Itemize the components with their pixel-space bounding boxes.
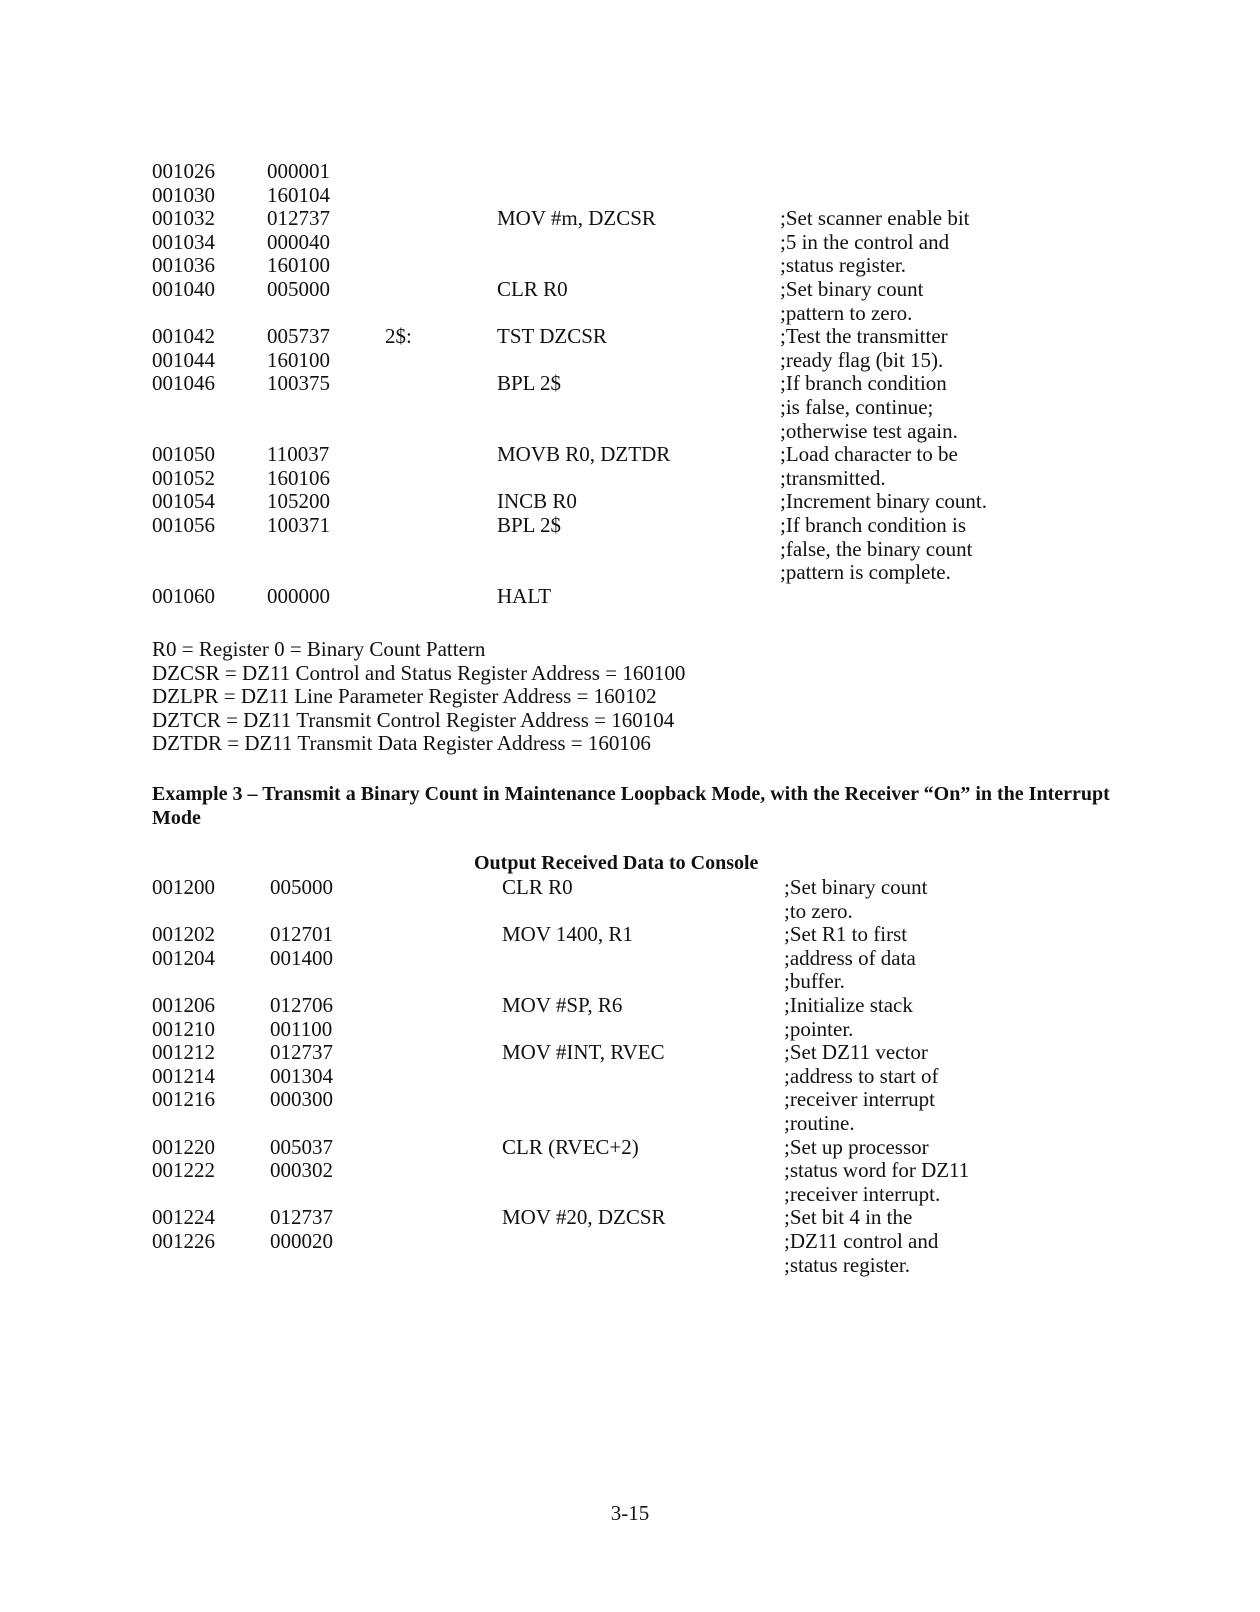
address-cell: 001060 [152, 583, 215, 608]
octal-code-cell: 110037 [267, 442, 330, 467]
octal-code-cell: 005037 [270, 1134, 333, 1159]
comment-cell: ;false, the binary count [780, 536, 973, 561]
comment-cell: ;status register. [780, 253, 906, 278]
listing-row [152, 1254, 1212, 1278]
definition-line: R0 = Register 0 = Binary Count Pattern [152, 637, 486, 661]
address-cell: 001206 [152, 992, 215, 1017]
address-cell: 001216 [152, 1087, 215, 1112]
listing-row [152, 1183, 1212, 1207]
code-listing-2 [152, 876, 1212, 1277]
instruction-cell: MOV #20, DZCSR [502, 1205, 666, 1230]
octal-code-cell: 100375 [267, 371, 330, 396]
octal-code-cell: 005000 [267, 276, 330, 301]
address-cell: 001046 [152, 371, 215, 396]
listing-row [152, 900, 1212, 924]
comment-cell: ;is false, continue; [780, 394, 934, 419]
section-subheading: Output Received Data to Console [474, 852, 759, 874]
example-heading: Example 3 – Transmit a Binary Count in Maintenance Loopback Mode, with the Receiver “On” in the Interrupt Mode [152, 783, 1110, 829]
address-cell: 001052 [152, 465, 215, 490]
comment-cell: ;Set scanner enable bit [780, 206, 970, 231]
address-cell: 001040 [152, 276, 215, 301]
instruction-cell: CLR (RVEC+2) [502, 1134, 639, 1159]
address-cell: 001224 [152, 1205, 215, 1230]
address-cell: 001214 [152, 1063, 215, 1088]
definition-line: DZTDR = DZ11 Transmit Data Register Address = 160106 [152, 731, 651, 756]
instruction-cell: INCB R0 [497, 489, 577, 514]
definition-line: DZTCR = DZ11 Transmit Control Register Address = 160104 [152, 707, 675, 732]
octal-code-cell: 000040 [267, 229, 330, 254]
octal-code-cell: 001100 [270, 1016, 333, 1041]
octal-code-cell: 000000 [267, 583, 330, 608]
octal-code-cell: 000020 [270, 1228, 333, 1253]
comment-cell: ;Set DZ11 vector [784, 1040, 928, 1065]
comment-cell: ;status word for DZ11 [784, 1158, 970, 1183]
listing-row [152, 1065, 1212, 1089]
comment-cell: ;transmitted. [780, 465, 886, 490]
address-cell: 001044 [152, 347, 215, 372]
listing-row [152, 994, 1212, 1018]
instruction-cell: HALT [497, 583, 552, 608]
address-cell: 001204 [152, 945, 215, 970]
address-cell: 001030 [152, 182, 215, 207]
definition-line: DZLPR = DZ11 Line Parameter Register Address = 160102 [152, 684, 657, 709]
comment-cell: ;receiver interrupt. [784, 1181, 941, 1206]
listing-row [152, 184, 1212, 208]
comment-cell: ;Set binary count [784, 875, 928, 899]
octal-code-cell: 012737 [270, 1205, 333, 1230]
listing-row [152, 561, 1212, 585]
listing-row [152, 1206, 1212, 1230]
comment-cell: ;DZ11 control and [784, 1228, 939, 1253]
listing-row [152, 207, 1212, 231]
comment-cell: ;address to start of [784, 1063, 939, 1088]
octal-code-cell: 005000 [270, 875, 333, 899]
instruction-cell: MOV #m, DZCSR [497, 206, 656, 231]
label-cell: 2$: [385, 324, 412, 349]
listing-row [152, 490, 1212, 514]
octal-code-cell: 012737 [267, 206, 330, 231]
instruction-cell: CLR R0 [502, 875, 573, 899]
listing-row [152, 443, 1212, 467]
address-cell: 001200 [152, 875, 215, 899]
octal-code-cell: 005737 [267, 324, 330, 349]
comment-cell: ;Set bit 4 in the [784, 1205, 913, 1230]
comment-cell: ;pattern to zero. [780, 300, 913, 325]
octal-code-cell: 160100 [267, 253, 330, 278]
octal-code-cell: 160106 [267, 465, 330, 490]
address-cell: 001056 [152, 512, 215, 537]
address-cell: 001202 [152, 922, 215, 947]
instruction-cell: MOVB R0, DZTDR [497, 442, 671, 467]
comment-cell: ;Set up processor [784, 1134, 929, 1159]
octal-code-cell: 012706 [270, 992, 333, 1017]
listing-row [152, 467, 1212, 491]
listing-row [152, 876, 1212, 900]
listing-row [152, 160, 1212, 184]
listing-row [152, 325, 1212, 349]
listing-row [152, 278, 1212, 302]
instruction-cell: BPL 2$ [497, 512, 561, 537]
listing-row [152, 1136, 1212, 1160]
listing-row [152, 302, 1212, 326]
address-cell: 001054 [152, 489, 215, 514]
listing-row [152, 1159, 1212, 1183]
octal-code-cell: 000001 [267, 159, 330, 183]
comment-cell: ;Initialize stack [784, 992, 913, 1017]
instruction-cell: CLR R0 [497, 276, 568, 301]
comment-cell: ;Set R1 to first [784, 922, 908, 947]
register-definitions [152, 638, 685, 756]
address-cell: 001036 [152, 253, 215, 278]
listing-row [152, 1112, 1212, 1136]
definition-line: DZCSR = DZ11 Control and Status Register Address = 160100 [152, 660, 686, 685]
comment-cell: ;otherwise test again. [780, 418, 958, 443]
octal-code-cell: 100371 [267, 512, 330, 537]
address-cell: 001042 [152, 324, 215, 349]
code-listing-1 [152, 160, 1212, 608]
instruction-cell: MOV 1400, R1 [502, 922, 633, 947]
comment-cell: ;status register. [784, 1252, 910, 1277]
address-cell: 001210 [152, 1016, 215, 1041]
address-cell: 001032 [152, 206, 215, 231]
address-cell: 001212 [152, 1040, 215, 1065]
listing-row [152, 231, 1212, 255]
address-cell: 001026 [152, 159, 215, 183]
listing-row [152, 1088, 1212, 1112]
octal-code-cell: 001304 [270, 1063, 333, 1088]
comment-cell: ;ready flag (bit 15). [780, 347, 944, 372]
address-cell: 001050 [152, 442, 215, 467]
listing-row [152, 947, 1212, 971]
listing-row [152, 923, 1212, 947]
address-cell: 001222 [152, 1158, 215, 1183]
page-number: 3-15 [610, 1501, 650, 1525]
listing-row [152, 372, 1212, 396]
octal-code-cell: 160100 [267, 347, 330, 372]
listing-row [152, 538, 1212, 562]
octal-code-cell: 012737 [270, 1040, 333, 1065]
listing-row [152, 349, 1212, 373]
comment-cell: ;Test the transmitter [780, 324, 948, 349]
comment-cell: ;pointer. [784, 1016, 854, 1041]
comment-cell: ;routine. [784, 1110, 855, 1135]
listing-row [152, 970, 1212, 994]
comment-cell: ;If branch condition [780, 371, 947, 396]
listing-row [152, 396, 1212, 420]
listing-row [152, 1018, 1212, 1042]
comment-cell: ;Load character to be [780, 442, 958, 467]
octal-code-cell: 000302 [270, 1158, 333, 1183]
octal-code-cell: 000300 [270, 1087, 333, 1112]
octal-code-cell: 012701 [270, 922, 333, 947]
octal-code-cell: 001400 [270, 945, 333, 970]
comment-cell: ;Set binary count [780, 276, 924, 301]
listing-row [152, 254, 1212, 278]
octal-code-cell: 160104 [267, 182, 330, 207]
listing-row [152, 585, 1212, 609]
octal-code-cell: 105200 [267, 489, 330, 514]
comment-cell: ;buffer. [784, 969, 845, 994]
listing-row [152, 1041, 1212, 1065]
comment-cell: ;to zero. [784, 898, 853, 923]
listing-row [152, 420, 1212, 444]
comment-cell: ;receiver interrupt [784, 1087, 935, 1112]
instruction-cell: TST DZCSR [497, 324, 607, 349]
comment-cell: ;If branch condition is [780, 512, 967, 537]
address-cell: 001034 [152, 229, 215, 254]
comment-cell: ;pattern is complete. [780, 560, 951, 585]
comment-cell: ;5 in the control and [780, 229, 950, 254]
address-cell: 001226 [152, 1228, 215, 1253]
comment-cell: ;Increment binary count. [780, 489, 988, 514]
listing-row [152, 514, 1212, 538]
listing-row [152, 1230, 1212, 1254]
instruction-cell: MOV #SP, R6 [502, 992, 623, 1017]
instruction-cell: MOV #INT, RVEC [502, 1040, 665, 1065]
comment-cell: ;address of data [784, 945, 916, 970]
instruction-cell: BPL 2$ [497, 371, 561, 396]
address-cell: 001220 [152, 1134, 215, 1159]
